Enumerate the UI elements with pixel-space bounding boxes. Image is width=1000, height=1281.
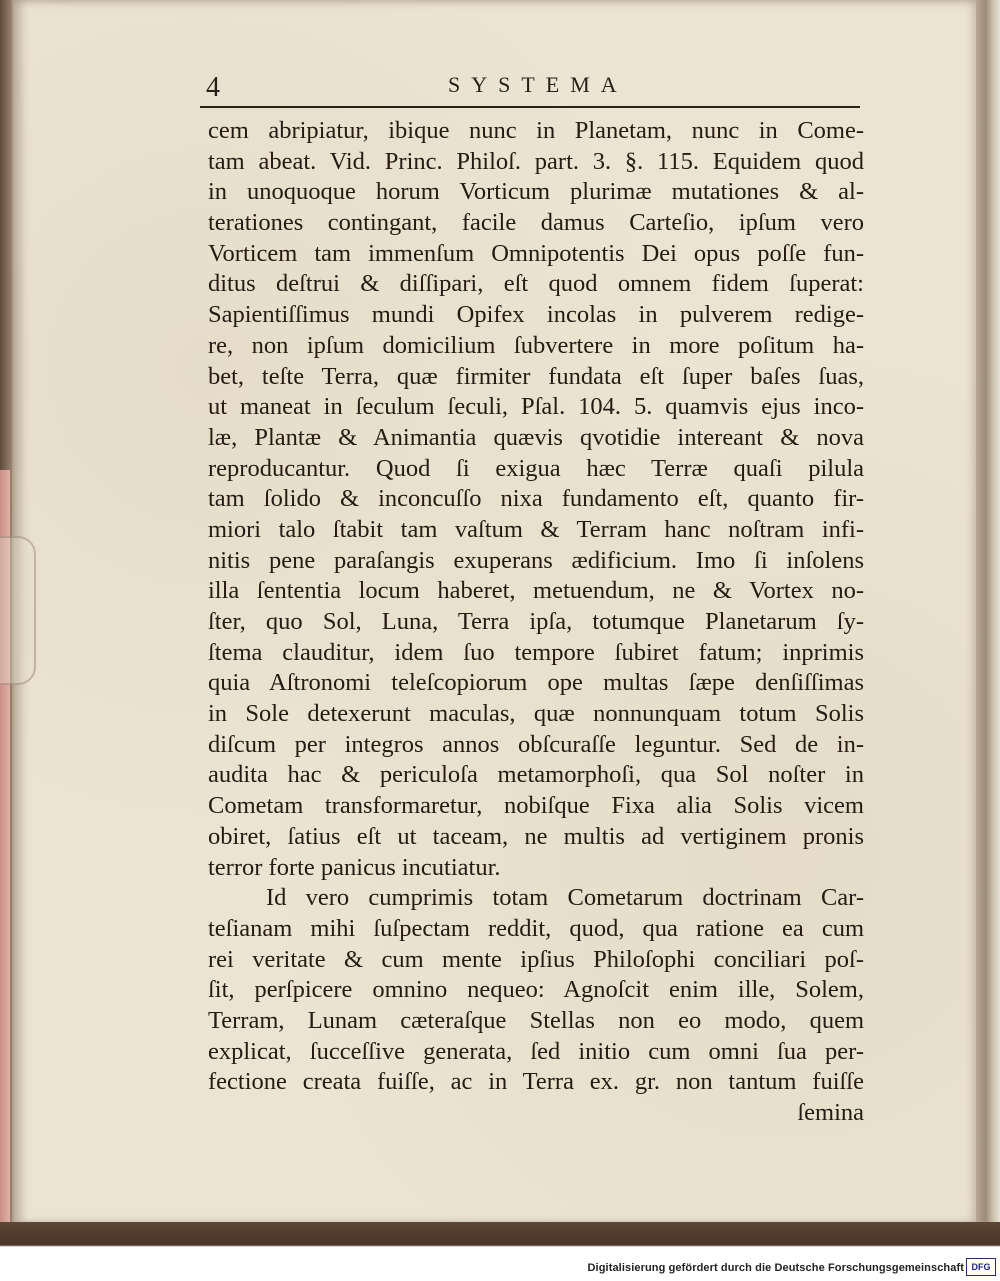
text-line: Cometam transformaretur, nobiſque Fixa alia Solis vicem — [208, 792, 864, 820]
text-line: ditus deſtrui & diſſipari, eſt quod omnem fidem ſuperat: — [208, 270, 864, 298]
text-line: teſianam mihi ſuſpectam reddit, quod, qua ratione ea cum — [208, 914, 864, 942]
text-line: illa ſententia locum haberet, metuendum, ne & Vortex no- — [208, 577, 864, 605]
catchword: ſemina — [797, 1099, 864, 1126]
text-line: terationes contingant, facile damus Carteſio, ipſum vero — [208, 209, 864, 237]
text-line: reproducantur. Quod ſi exigua hæc Terræ quaſi pilula — [208, 454, 864, 482]
body-text — [208, 116, 864, 1129]
text-line: miori talo ſtabit tam vaſtum & Terram hanc noſtram infi- — [208, 515, 864, 543]
text-line: obiret, ſatius eſt ut taceam, ne multis ad vertiginem pronis — [208, 822, 864, 850]
text-line: Vorticem tam immenſum Omnipotentis Dei opus poſſe fun- — [208, 239, 864, 267]
page-number: 4 — [206, 72, 220, 103]
text-line: terror forte panicus incutiatur. — [208, 853, 501, 881]
text-line: tam abeat. Vid. Princ. Philoſ. part. 3. §. 115. Equidem quod — [208, 147, 864, 175]
text-line: nitis pene paraſangis exuperans ædificium. Imo ſi inſolens — [208, 546, 864, 574]
text-line: ſtema clauditur, idem ſuo tempore ſubiret fatum; inprimis — [208, 638, 864, 666]
text-line: Sapientiſſimus mundi Opifex incolas in pulverem redige- — [208, 301, 864, 329]
text-line: fectione creata fuiſſe, ac in Terra ex. gr. non tantum fuiſſe — [208, 1068, 864, 1096]
text-line: in unoquoque horum Vorticum plurimæ mutationes & al- — [208, 178, 864, 206]
running-head: SYSTEMA — [448, 72, 628, 97]
text-line: Terram, Lunam cæteraſque Stellas non eo modo, quem — [208, 1006, 864, 1034]
text-line: quia Aſtronomi teleſcopiorum ope multas ſæpe denſiſſimas — [208, 669, 864, 697]
header-rule — [200, 106, 860, 108]
text-line: tam ſolido & inconcuſſo nixa fundamento eſt, quanto fir- — [208, 485, 864, 513]
dfg-logo: DFG — [966, 1258, 996, 1276]
text-line: audita hac & periculoſa metamorphoſi, qua Sol noſter in — [208, 761, 864, 789]
text-line: bet, teſte Terra, quæ firmiter fundata eſt ſuper baſes ſuas, — [208, 362, 864, 390]
text-line: Id vero cumprimis totam Cometarum doctrinam Car- — [266, 884, 864, 912]
text-line: ſit, perſpicere omnino nequeo: Agnoſcit enim ille, Solem, — [208, 976, 864, 1004]
page-clip — [0, 536, 36, 685]
text-line: læ, Plantæ & Animantia quævis qvotidie intereant & nova — [208, 423, 864, 451]
text-line: cem abripiatur, ibique nunc in Planetam, nunc in Come- — [208, 117, 864, 144]
text-line: ſter, quo Sol, Luna, Terra ipſa, totumque Planetarum ſy- — [208, 608, 864, 635]
text-line: ut maneat in ſeculum ſeculi, Pſal. 104. 5. quamvis ejus inco- — [208, 393, 864, 421]
text-line: explicat, ſucceſſive generata, ſed initio cum omni ſua per- — [208, 1037, 864, 1065]
digitization-credit: Digitalisierung gefördert durch die Deutsche Forschungsgemeinschaft — [587, 1262, 964, 1274]
text-line: rei veritate & cum mente ipſius Philoſophi conciliari poſ- — [208, 945, 864, 973]
text-line: diſcum per integros annos obſcuraſſe leguntur. Sed de in- — [208, 730, 864, 758]
text-line: in Sole detexerunt maculas, quæ nonnunquam totum Solis — [208, 700, 864, 728]
book-cover-edge — [976, 0, 1000, 1230]
text-line: re, non ipſum domicilium ſubvertere in more poſitum ha- — [208, 331, 864, 359]
